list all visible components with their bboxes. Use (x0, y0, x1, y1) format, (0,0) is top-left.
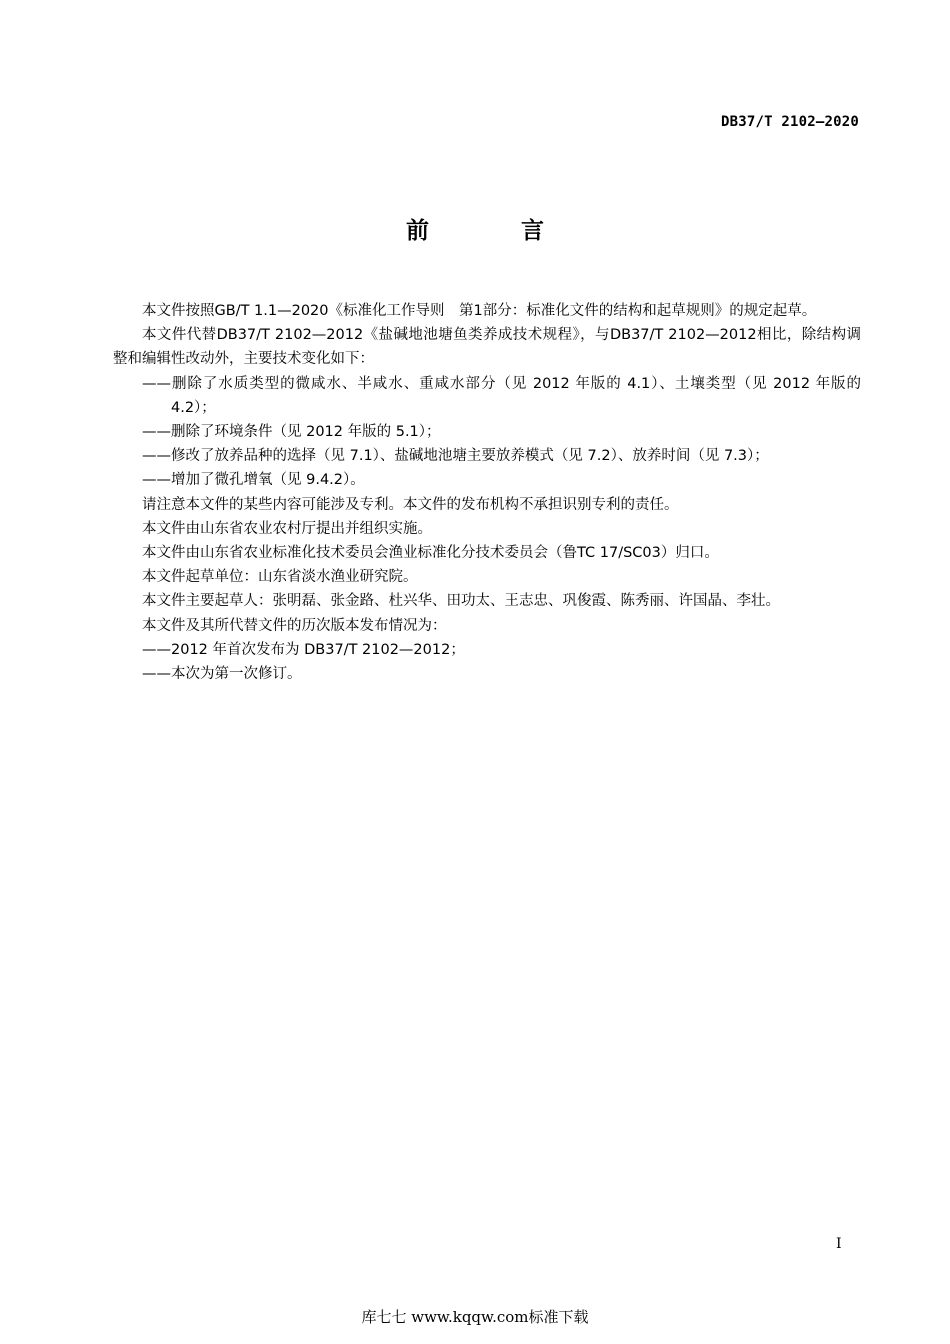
paragraph-drafting-rules: 本文件按照GB/T 1.1—2020《标准化工作导则 第1部分：标准化文件的结构和起草规则》的规定起草。 (142, 303, 817, 319)
footer-watermark: 库七七 www.kqqw.com标准下载 (361, 1308, 589, 1326)
paragraph-committee: 本文件由山东省农业标准化技术委员会渔业标准化分技术委员会（鲁TC 17/SC03）归口。 (142, 545, 719, 562)
page-number: I (836, 1236, 842, 1252)
paragraph-patent-notice: 请注意本文件的某些内容可能涉及专利。本文件的发布机构不承担识别专利的责任。 (142, 496, 679, 513)
document-code: DB37/T 2102—2020 (720, 114, 859, 130)
history-item: ——本次为第一次修订。 (142, 666, 302, 683)
page-title: 前 言 (405, 218, 586, 244)
paragraph-drafters: 本文件主要起草人：张明磊、张金路、杜兴华、田功太、王志忠、巩俊霞、陈秀丽、许国晶、李壮。 (142, 593, 780, 610)
change-item: ——修改了放养品种的选择（见 7.1）、盐碱地池塘主要放养模式（见 7.2）、放养时间（见 7.3）； (142, 448, 769, 465)
history-item: ——2012 年首次发布为 DB37/T 2102—2012； (142, 641, 465, 658)
paragraph-drafting-unit: 本文件起草单位：山东省淡水渔业研究院。 (142, 569, 418, 586)
paragraph-replacement: 本文件代替DB37/T 2102—2012《盐碱地池塘鱼类养成技术规程》，与DB37/T 2102—2012相比，除结构调整和编辑性改动外，主要技术变化如下： (113, 327, 861, 368)
foreword-body (113, 299, 861, 686)
change-item: ——删除了环境条件（见 2012 年版的 5.1）； (142, 424, 441, 441)
paragraph-proposer: 本文件由山东省农业农村厅提出并组织实施。 (142, 520, 432, 537)
change-item: ——删除了水质类型的微咸水、半咸水、重咸水部分（见 2012 年版的 4.1）、土壤类型（见 2012 年版的 4.2）； (142, 375, 861, 416)
change-item: ——增加了微孔增氧（见 9.4.2）。 (142, 472, 365, 489)
paragraph-history-intro: 本文件及其所代替文件的历次版本发布情况为： (142, 617, 447, 634)
